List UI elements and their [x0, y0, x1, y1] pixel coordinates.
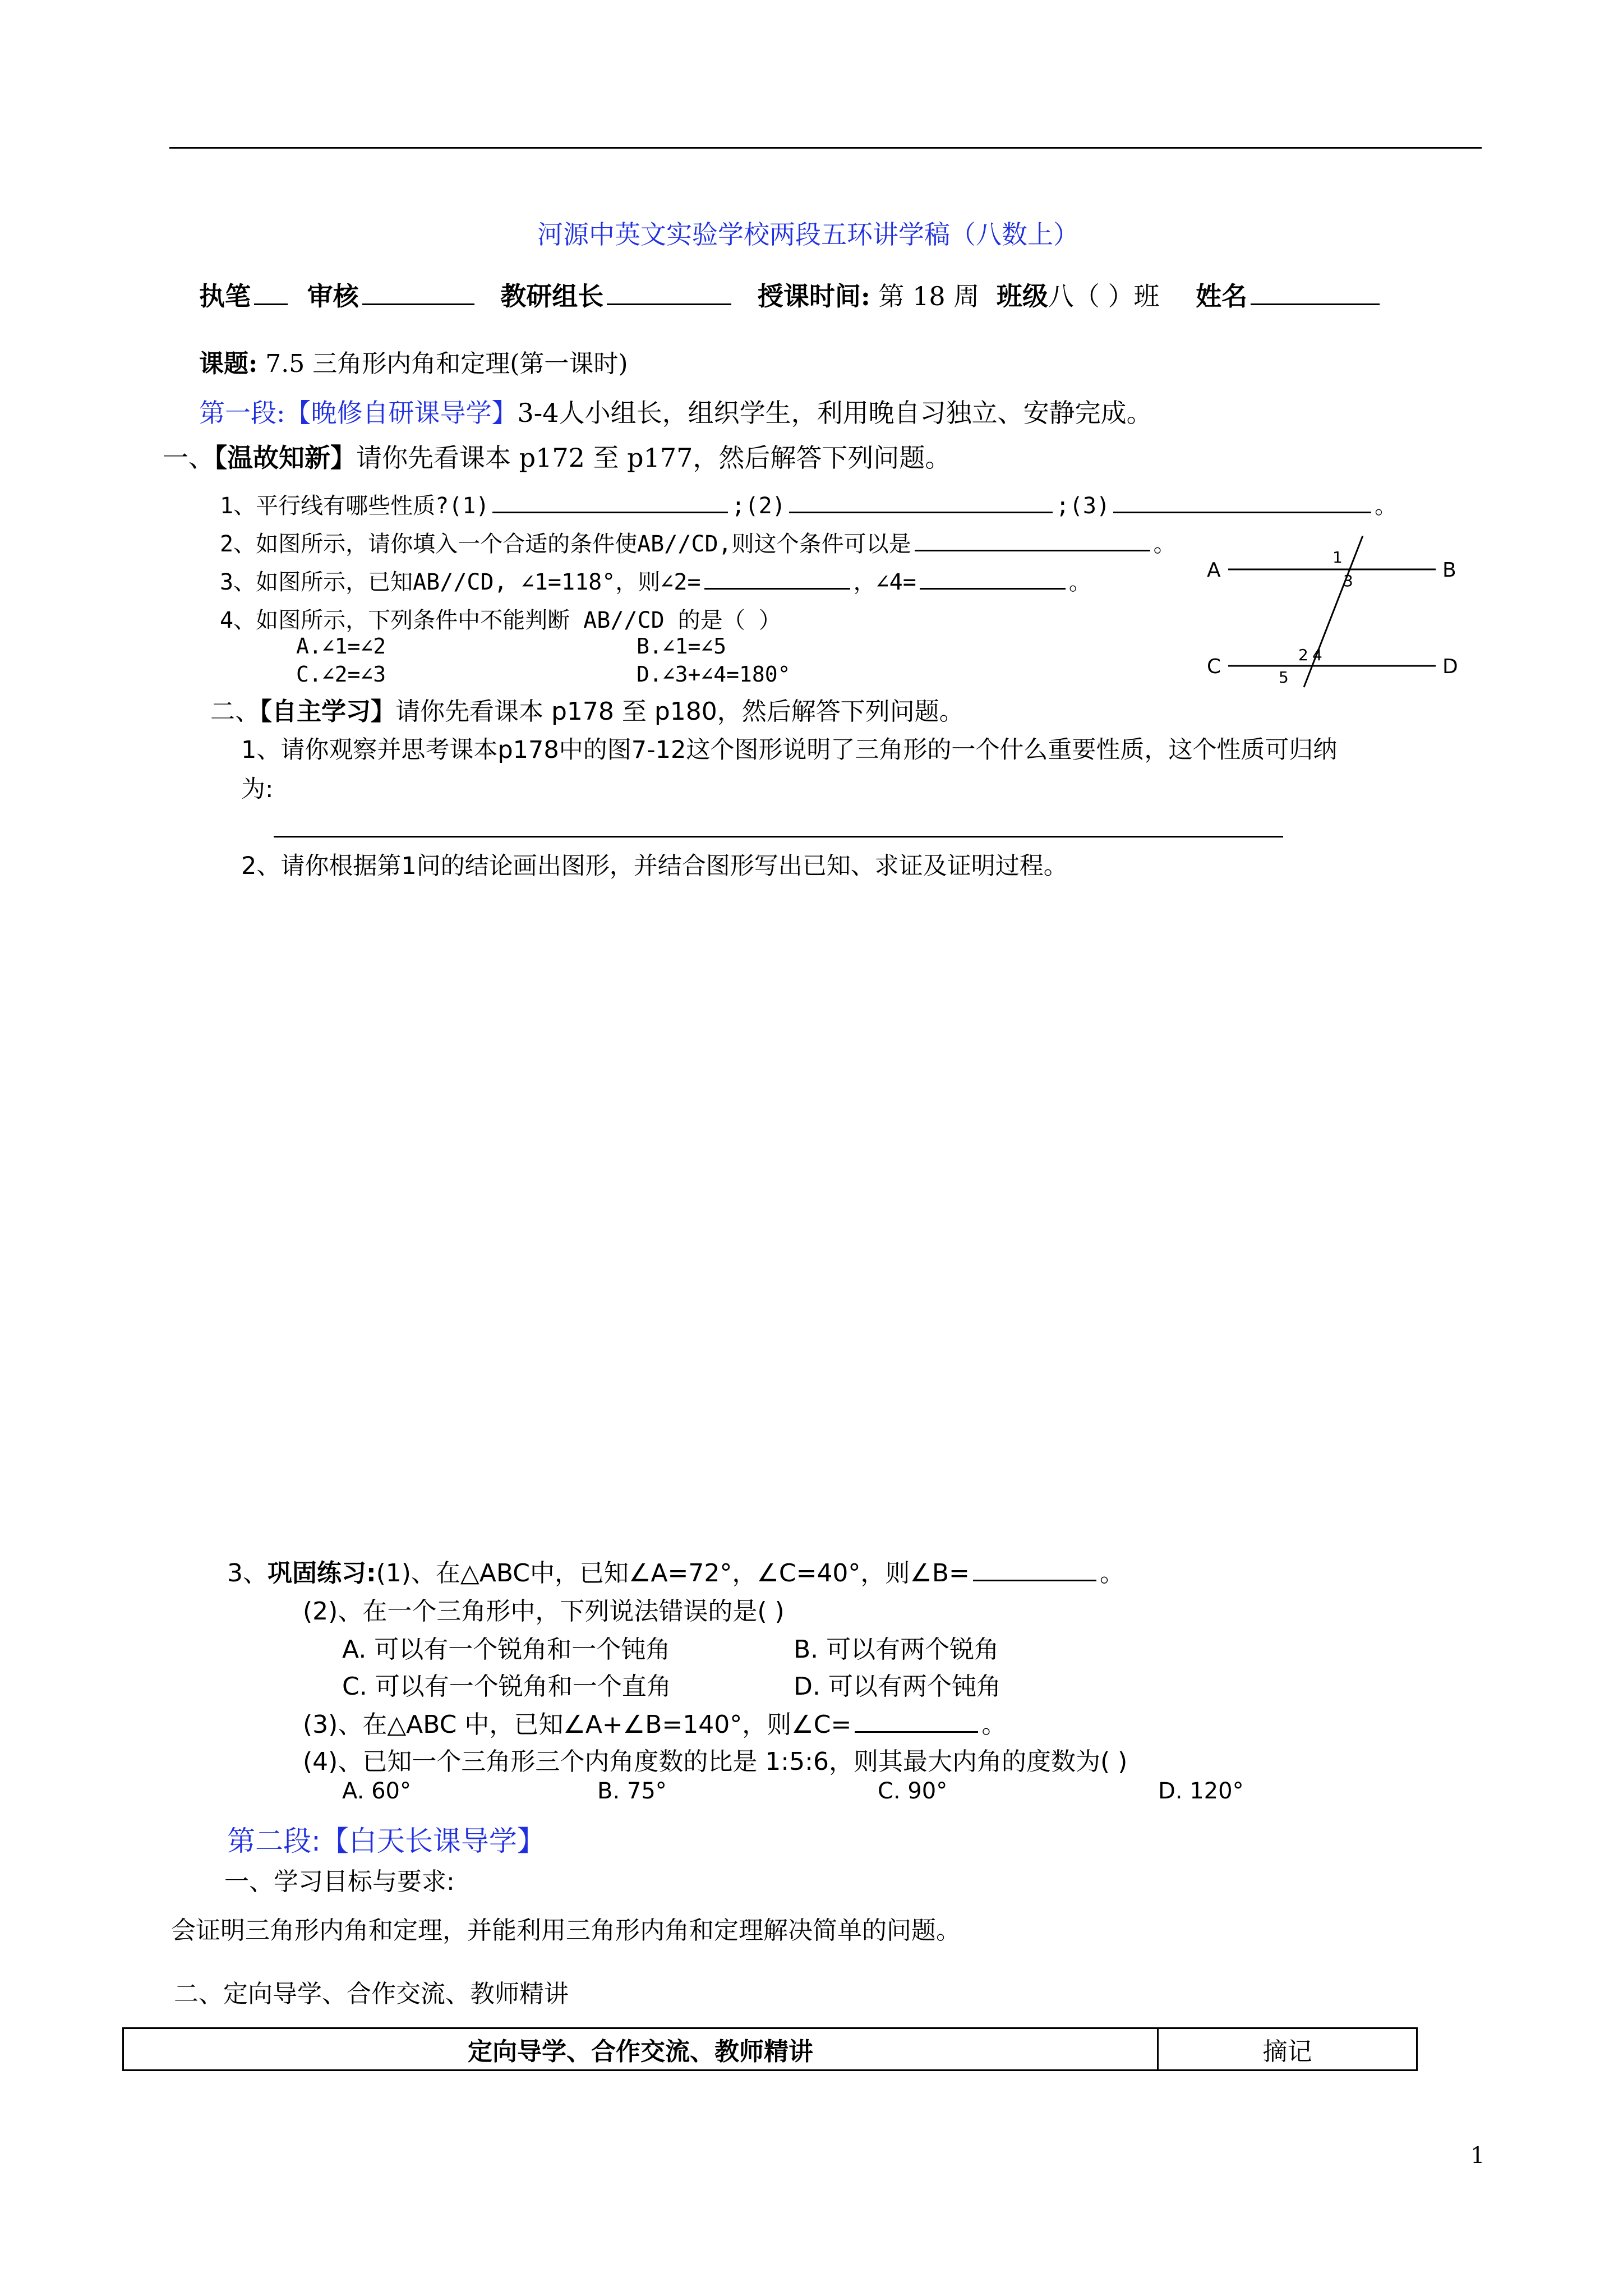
q1-text-a: 1、平行线有哪些性质?(1)	[220, 493, 490, 519]
part3-q4-option-d: D. 120°	[1158, 1778, 1244, 1804]
q3-text-b: ，∠4=	[853, 569, 916, 595]
q4-option-c: C.∠2=∠3	[296, 662, 386, 687]
stage1-heading-note: 3-4人小组长，组织学生，利用晚自习独立、安静完成。	[517, 398, 1152, 428]
part1-q4: 4、如图所示，下列条件中不能判断 AB//CD 的是（ ）	[220, 608, 781, 633]
stage2-sub2: 二、定向导学、合作交流、教师精讲	[174, 1980, 569, 2008]
label-d: D	[1442, 655, 1458, 678]
meta-line	[199, 276, 1383, 313]
part3-q1-text: (1)、在△ABC中，已知∠A=72°，∠C=40°，则∠B=	[376, 1559, 970, 1588]
part2-q1-line2: 为:	[241, 775, 274, 803]
leader-field[interactable]	[607, 281, 731, 305]
part3-q1-line	[227, 1553, 1124, 1589]
q4-option-a: A.∠1=∠2	[296, 634, 386, 659]
class-label: 班级	[996, 281, 1048, 311]
part3-q2-option-d: D. 可以有两个钝角	[794, 1672, 1001, 1701]
part2-title: 【自主学习】	[260, 697, 395, 726]
part1-prefix: 一、	[163, 443, 214, 473]
part2-q1-answer-line[interactable]	[274, 836, 1283, 838]
stage2-heading: 第二段:【白天长课导学】	[227, 1825, 545, 1857]
angle-2: 2	[1298, 646, 1308, 664]
angle-1: 1	[1332, 548, 1343, 567]
angle-4: 4	[1312, 646, 1322, 664]
q2-end: 。	[1153, 531, 1176, 557]
q1-blank-1[interactable]	[492, 489, 728, 513]
part2-prefix: 二、	[210, 697, 260, 726]
q3-text-a: 3、如图所示，已知AB//CD, ∠1=118°，则∠2=	[220, 569, 701, 595]
table-header-notes: 摘记	[1262, 2037, 1312, 2066]
q1-text-b: ;(2)	[731, 493, 786, 519]
notes-table	[122, 2027, 1418, 2071]
stage1-heading: 第一段:【晚修自研课导学】	[199, 398, 518, 428]
part3-q4: (4)、已知一个三角形三个内角度数的比是 1:5:6，则其最大内角的度数为( )	[303, 1747, 1128, 1776]
time-label: 授课时间:	[757, 281, 870, 311]
stage2-goal: 会证明三角形内角和定理，并能利用三角形内角和定理解决简单的问题。	[171, 1916, 961, 1945]
part3-q2-option-c: C. 可以有一个锐角和一个直角	[342, 1672, 671, 1701]
q1-blank-3[interactable]	[1113, 489, 1371, 513]
q4-option-b: B.∠1=∠5	[637, 634, 727, 659]
topic-value: 7.5 三角形内角和定理(第一课时)	[265, 349, 628, 378]
q3-blank-2[interactable]	[920, 565, 1066, 590]
name-label: 姓名	[1196, 281, 1248, 311]
part3-q3-text: (3)、在△ABC 中，已知∠A+∠B=140°，则∠C=	[303, 1710, 852, 1739]
name-field[interactable]	[1251, 281, 1380, 305]
topic-line	[199, 343, 628, 379]
part1-title: 【温故知新】	[214, 443, 356, 473]
part2-q2: 2、请你根据第1问的结论画出图形，并结合图形写出已知、求证及证明过程。	[241, 852, 1068, 880]
table-header-main: 定向导学、合作交流、教师精讲	[124, 2029, 1159, 2069]
part3-label: 3、	[227, 1559, 268, 1588]
label-c: C	[1207, 655, 1221, 678]
class-value: 八（ ）班	[1048, 281, 1160, 311]
part3-title: 巩固练习:	[268, 1559, 376, 1588]
part1-text: 请你先看课本 p172 至 p177，然后解答下列问题。	[356, 443, 951, 473]
reviewer-label: 审核	[307, 281, 359, 311]
part3-q3-blank[interactable]	[855, 1709, 978, 1733]
part3-q4-option-b: B. 75°	[597, 1778, 667, 1804]
part1-q2	[220, 526, 1176, 558]
writer-label: 执笔	[199, 281, 251, 311]
angle-5: 5	[1279, 668, 1289, 687]
topic-label: 课题:	[199, 349, 258, 378]
header-rule	[169, 147, 1482, 149]
part3-q2-option-a: A. 可以有一个锐角和一个钝角	[342, 1635, 671, 1664]
time-value: 第 18 周	[878, 281, 980, 311]
part1-q1	[220, 488, 1397, 520]
q1-blank-2[interactable]	[789, 489, 1053, 513]
q2-text: 2、如图所示，请你填入一个合适的条件使AB//CD,则这个条件可以是	[220, 531, 911, 557]
angle-3: 3	[1343, 572, 1353, 590]
part3-q2-option-b: B. 可以有两个锐角	[794, 1635, 999, 1664]
q3-end: 。	[1068, 569, 1091, 595]
stage2-sub1: 一、学习目标与要求:	[224, 1867, 455, 1896]
part3-q4-option-a: A. 60°	[342, 1778, 411, 1804]
part2-text: 请你先看课本 p178 至 p180，然后解答下列问题。	[395, 697, 964, 726]
writer-field[interactable]	[254, 281, 288, 305]
part3-q3-end: 。	[981, 1710, 1007, 1739]
q4-option-d: D.∠3+∠4=180°	[637, 662, 791, 687]
part1-q3	[220, 564, 1091, 596]
q2-blank[interactable]	[915, 527, 1150, 551]
q1-end: 。	[1375, 493, 1398, 519]
q3-blank-1[interactable]	[704, 565, 850, 590]
document-title: 河源中英文实验学校两段五环讲学稿（八数上）	[537, 219, 1079, 250]
part1-heading	[163, 438, 951, 475]
label-a: A	[1207, 559, 1221, 582]
part3-q1-blank[interactable]	[973, 1557, 1096, 1581]
label-b: B	[1442, 559, 1456, 582]
part3-q2: (2)、在一个三角形中，下列说法错误的是( )	[303, 1597, 785, 1626]
reviewer-field[interactable]	[362, 281, 474, 305]
leader-label: 教研组长	[500, 281, 604, 311]
parallel-lines-figure	[1200, 536, 1469, 693]
q1-text-c: ;(3)	[1055, 493, 1110, 519]
part3-q3-line	[303, 1704, 1006, 1740]
part3-q1-end: 。	[1099, 1559, 1124, 1588]
part2-q1-line1: 1、请你观察并思考课本p178中的图7-12这个图形说明了三角形的一个什么重要性质，这个性质可归纳	[241, 736, 1338, 764]
part3-q4-option-c: C. 90°	[878, 1778, 948, 1804]
part2-heading	[210, 691, 964, 727]
page-number: 1	[1470, 2143, 1485, 2169]
stage1-heading-line	[199, 393, 1152, 430]
